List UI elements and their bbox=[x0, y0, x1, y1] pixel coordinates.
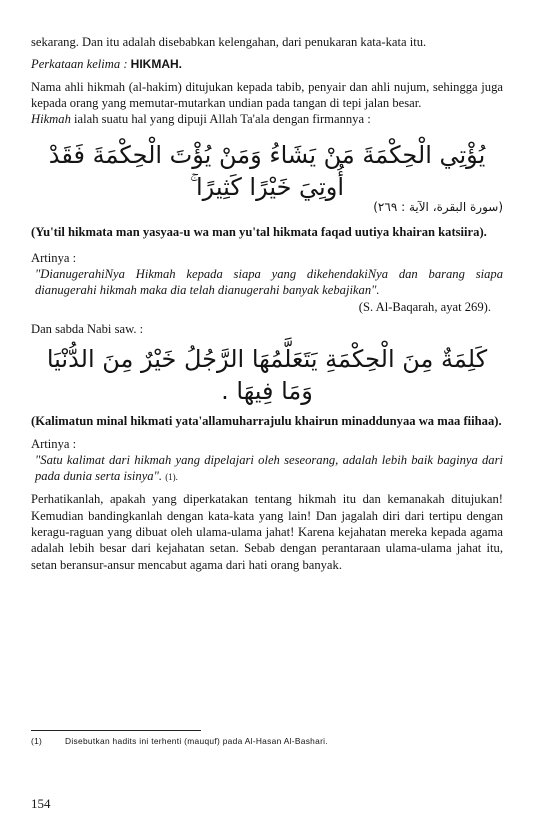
section-heading bbox=[31, 56, 503, 72]
paragraph-hakim: Nama ahli hikmah (al-hakim) ditujukan kepada tabib, penyair dan ahli nujum, sehingga juga kepada orang yang memutar-mutarkan undian pada tangan di tepi jalan besar. bbox=[31, 79, 503, 110]
paragraph-hikmah-def bbox=[31, 111, 503, 127]
quran-verse-transliteration: (Yu'til hikmata man yasyaa-u wa man yu'tal hikmata faqad uutiya khairan katsiira). bbox=[31, 225, 487, 240]
footnote-divider bbox=[31, 730, 201, 731]
hadith-arabic: كَلِمَةٌ مِنَ الْحِكْمَةِ يَتَعَلَّمُهَا الرَّجُلُ خَيْرٌ مِنَ الدُّنْيَا وَمَا فِيهَا . bbox=[46, 345, 488, 406]
section-heading-title: HIKMAH. bbox=[130, 57, 182, 72]
hikmah-term: Hikmah bbox=[31, 112, 71, 127]
footnote-text: Disebutkan hadits ini terhenti (mauquf) pada Al-Hasan Al-Bashari. bbox=[65, 736, 328, 746]
artinya-label-1: Artinya : bbox=[31, 250, 77, 265]
quran-verse-citation: (S. Al-Baqarah, ayat 269). bbox=[358, 299, 491, 314]
footnote bbox=[31, 736, 503, 746]
paragraph-conclusion: Perhatikanlah, apakah yang diperkatakan tentang hikmah itu dan kemanakah ditujukan! Kemudian bandingkanlah dengan kata-kata yang lain! Dan jagalah diri dari tertipu dengan keragu-raguan yang dibuat oleh ulama-ulama jahat! Karena kejahatan mereka kepada agama adalah lebih besar dari kejahatan setan. Sebab dengan perantaraan ulama-ulama jahat itu, setan beransur-ansur mencabut agama dari hati orang banyak. bbox=[31, 492, 503, 572]
hadith-meaning-text: "Satu kalimat dari hikmah yang dipelajari oleh seseorang, adalah lebih baik baginya dari pada dunia serta isinya". bbox=[35, 452, 503, 484]
paragraph-intro: sekarang. Dan itu adalah disebabkan kelengahan, dari penukaran kata-kata itu. bbox=[31, 35, 427, 49]
footnote-reference: (1). bbox=[165, 472, 178, 483]
section-heading-label: Perkataan kelima : bbox=[31, 57, 131, 72]
quran-verse-meaning: "DianugerahiNya Hikmah kepada siapa yang dikehendakiNya dan barang siapa dianugerahi hikmah maka dia telah dianugerahi banyak kebajikan". bbox=[35, 267, 503, 298]
quran-verse-reference: (سورة البقرة، الآية : ٢٦٩) bbox=[373, 200, 503, 215]
page-number: 154 bbox=[31, 796, 51, 811]
hikmah-def-text: ialah suatu hal yang dipuji Allah Ta'ala dengan firmannya : bbox=[70, 112, 371, 127]
sabda-intro: Dan sabda Nabi saw. : bbox=[31, 321, 144, 336]
hadith-meaning bbox=[31, 452, 503, 486]
page-body bbox=[31, 34, 503, 573]
footnote-number: (1) bbox=[31, 736, 43, 746]
quran-verse-arabic: يُؤْتِي الْحِكْمَةَ مَنْ يَشَاءُ وَمَنْ يُؤْتَ الْحِكْمَةَ فَقَدْ أُوتِيَ خَيْرًا كَثِيرًا ۚ bbox=[48, 141, 486, 202]
hadith-transliteration: (Kalimatun minal hikmati yata'allamuharrajulu khairun minaddunyaa wa maa fiihaa). bbox=[31, 414, 502, 429]
artinya-label-2: Artinya : bbox=[31, 436, 77, 451]
